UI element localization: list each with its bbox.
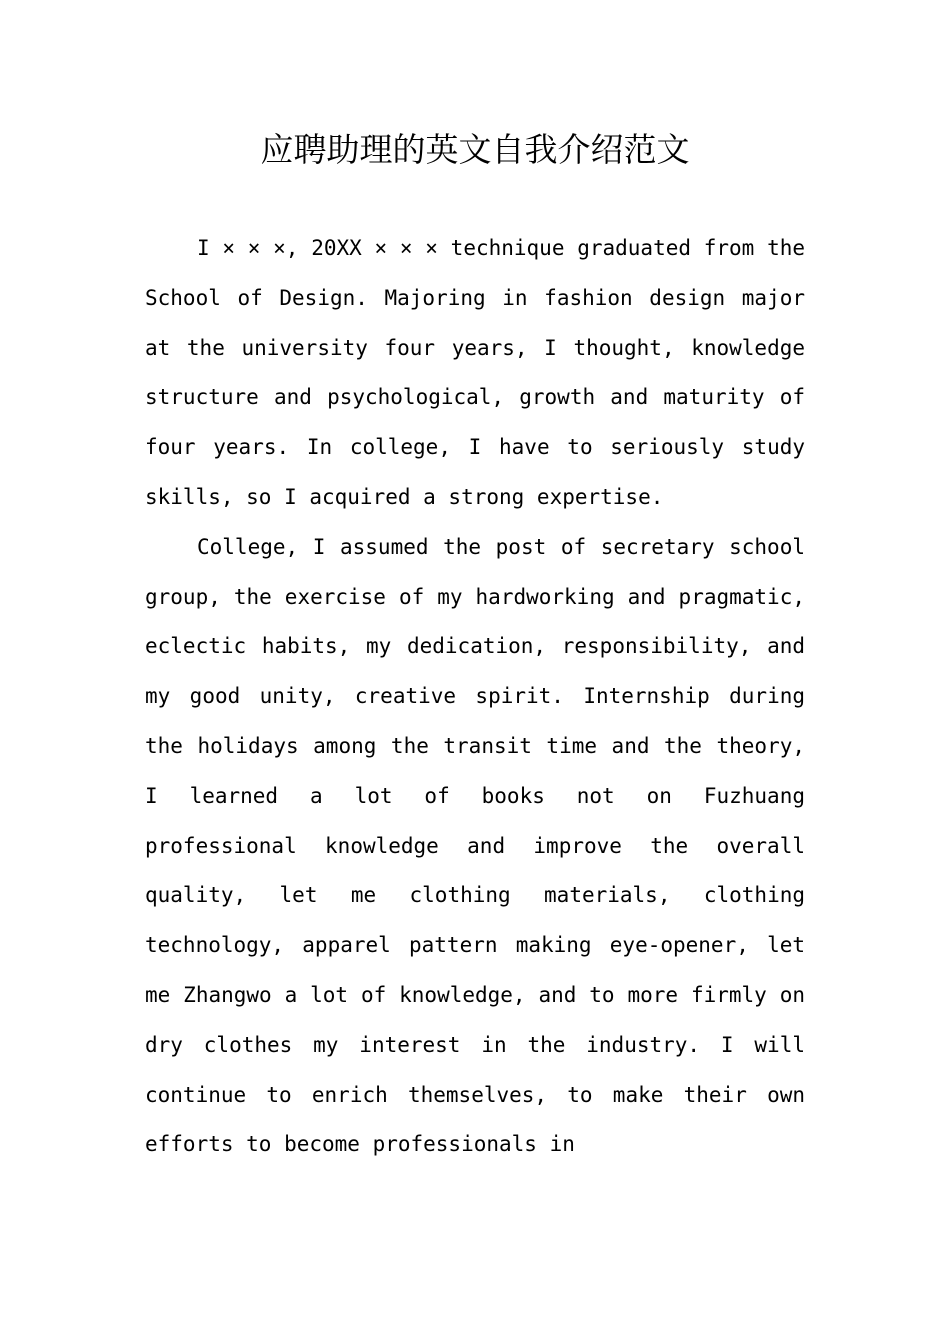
- paragraph-2: College, I assumed the post of secretary school group, the exercise of my hardworking and pragmatic, eclectic habits, my dedication, responsibility, and my good unity, creative spirit. Internship during the holidays among the transit time and the theory, I learned a lot of books not on Fuzhuang professional knowledge and improve the overall quality, let me clothing materials, clothing technology, apparel pattern making eye-opener, let me Zhangwo a lot of knowledge, and to more firmly on dry clothes my interest in the industry. I will continue to enrich themselves, to make their own efforts to become professionals in: [145, 534, 805, 1157]
- paragraph-1: I × × ×, 20XX × × × technique graduated from the School of Design. Majoring in fashion design major at the university four years, I thought, knowledge structure and psychological, growth and maturity of four years. In college, I have to seriously study skills, so I acquired a strong expertise.: [145, 236, 805, 509]
- document-body: [145, 224, 805, 1170]
- document-title: 应聘助理的英文自我介绍范文: [260, 130, 690, 169]
